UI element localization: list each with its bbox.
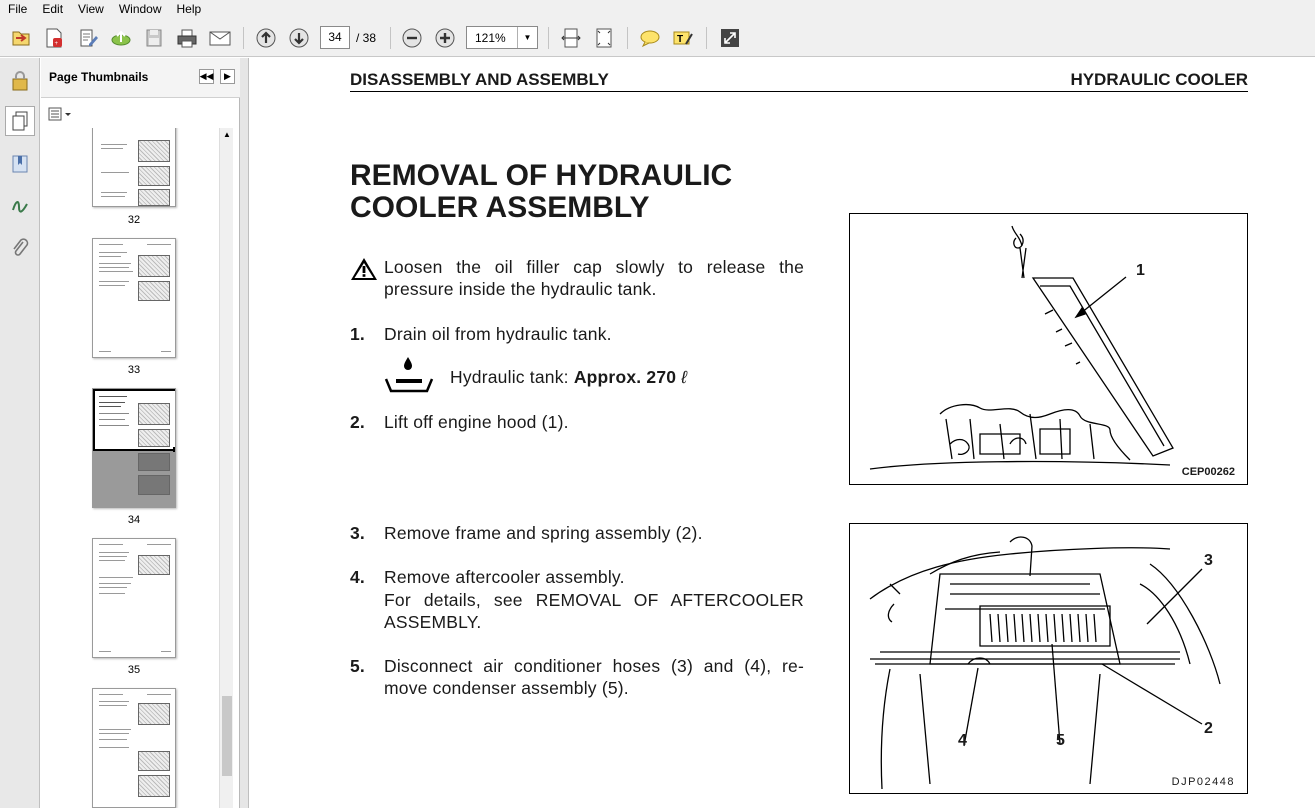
panel-splitter[interactable] (240, 58, 249, 808)
callout-label: 3 (1204, 552, 1213, 569)
toolbar-divider (390, 27, 391, 49)
create-pdf-icon[interactable] (41, 25, 67, 51)
zoom-value: 121% (475, 31, 506, 45)
thumbnail-page[interactable] (92, 128, 176, 207)
header-section: DISASSEMBLY AND ASSEMBLY (350, 70, 609, 89)
navigation-rail (0, 58, 40, 808)
zoom-select[interactable] (466, 26, 538, 49)
thumbnail-page[interactable] (92, 538, 176, 658)
title-line: COOLER ASSEMBLY (350, 191, 650, 224)
panel-title: Page Thumbnails (49, 70, 149, 84)
thumbnail-label: 35 (127, 664, 141, 676)
title-line: REMOVAL OF HYDRAULIC (350, 159, 733, 192)
figure-caption: DJP02448 (1171, 776, 1235, 788)
step-text: Remove frame and spring assembly (2). (384, 523, 703, 543)
upload-icon[interactable] (108, 25, 134, 51)
oil-amount: Approx. 270 (573, 367, 677, 387)
toolbar-divider (706, 27, 707, 49)
menu-file[interactable]: File (8, 2, 28, 16)
callout-label: 5 (1056, 732, 1065, 749)
page-down-icon[interactable] (286, 25, 312, 51)
figure-condenser (849, 523, 1248, 794)
toolbar-divider (548, 27, 549, 49)
page-up-icon[interactable] (253, 25, 279, 51)
page-title (350, 160, 770, 224)
callout-label: 1 (1136, 262, 1145, 279)
panel-arrow-icon[interactable]: ▶ (220, 69, 235, 84)
oil-label: Hydraulic tank: (450, 367, 574, 387)
toolbar-divider (243, 27, 244, 49)
thumbnail-list (47, 128, 219, 808)
step-text: Remove aftercooler assembly. (384, 567, 625, 587)
warning-text: Loosen the oil filler cap slowly to release the pressure inside the hydraulic tank. (384, 257, 804, 299)
thumbnail-page-selected[interactable] (92, 388, 176, 508)
thumbnails-panel (41, 58, 240, 808)
edit-icon[interactable] (75, 25, 101, 51)
thumbnail-label: 33 (127, 364, 141, 376)
svg-text:T: T (677, 34, 684, 45)
email-icon[interactable] (207, 25, 233, 51)
fit-width-icon[interactable] (558, 25, 584, 51)
page-header (350, 70, 1248, 92)
menu-bar (0, 0, 1315, 18)
chevron-down-icon[interactable]: ▼ (517, 27, 537, 48)
step-subtext: For details, see REMOVAL OF AFTERCOOLER ASSEMBLY. (384, 590, 804, 632)
callout-label: 4 (958, 732, 967, 749)
thumbnail-page[interactable] (92, 688, 176, 808)
scrollbar-thumb[interactable] (222, 696, 232, 776)
thumbnail-scrollbar[interactable] (219, 128, 233, 808)
toolbar-divider (627, 27, 628, 49)
attachments-icon[interactable] (6, 234, 34, 262)
header-topic: HYDRAULIC COOLER (1070, 70, 1248, 89)
thumbnail-label: 34 (127, 514, 141, 526)
menu-window[interactable]: Window (118, 2, 162, 16)
page-total: / 38 (356, 31, 377, 45)
step-number: 1. (350, 324, 365, 344)
condenser-illustration (850, 524, 1247, 793)
step-number: 5. (350, 656, 365, 676)
open-icon[interactable] (8, 25, 34, 51)
thumbnail-options-button[interactable] (47, 105, 75, 123)
engine-hood-illustration (850, 214, 1247, 484)
save-icon[interactable] (141, 25, 167, 51)
oil-drain-icon (384, 355, 434, 400)
step-number: 3. (350, 523, 365, 543)
panel-header (41, 58, 240, 98)
print-icon[interactable] (174, 25, 200, 51)
step-text: Disconnect air conditioner hoses (3) and (4), re-move condenser assembly (5). (384, 656, 804, 698)
figure-caption: CEP00262 (1181, 466, 1235, 478)
step-text: Lift off engine hood (1). (384, 412, 569, 432)
thumbnail-page[interactable] (92, 238, 176, 358)
step-number: 4. (350, 567, 365, 587)
step-number: 2. (350, 412, 365, 432)
signatures-icon[interactable] (6, 192, 34, 220)
page-number-input[interactable]: 34 (320, 26, 350, 49)
page-thumbnails-icon[interactable] (5, 106, 35, 136)
menu-edit[interactable]: Edit (42, 2, 64, 16)
menu-help[interactable]: Help (176, 2, 202, 16)
oil-capacity (384, 355, 804, 395)
collapse-panel-icon[interactable]: ◀◀ (199, 69, 214, 84)
highlight-icon[interactable] (670, 25, 696, 51)
comment-icon[interactable] (637, 25, 663, 51)
svg-text:+: + (54, 41, 59, 47)
callout-label: 2 (1204, 720, 1213, 737)
scroll-up-icon[interactable]: ▲ (223, 130, 231, 139)
warning-icon (350, 257, 378, 286)
fullscreen-icon[interactable] (717, 25, 743, 51)
zoom-out-icon[interactable] (399, 25, 425, 51)
toolbar (0, 18, 1315, 57)
bookmarks-icon[interactable] (6, 150, 34, 178)
figure-engine-hood (849, 213, 1248, 485)
document-view (250, 58, 1315, 808)
step-text: Drain oil from hydraulic tank. (384, 324, 612, 344)
lock-icon[interactable] (6, 66, 34, 94)
zoom-in-icon[interactable] (432, 25, 458, 51)
oil-unit: ℓ (681, 367, 688, 387)
thumbnail-label: 32 (127, 214, 141, 226)
menu-view[interactable]: View (78, 2, 104, 16)
fit-page-icon[interactable] (591, 25, 617, 51)
